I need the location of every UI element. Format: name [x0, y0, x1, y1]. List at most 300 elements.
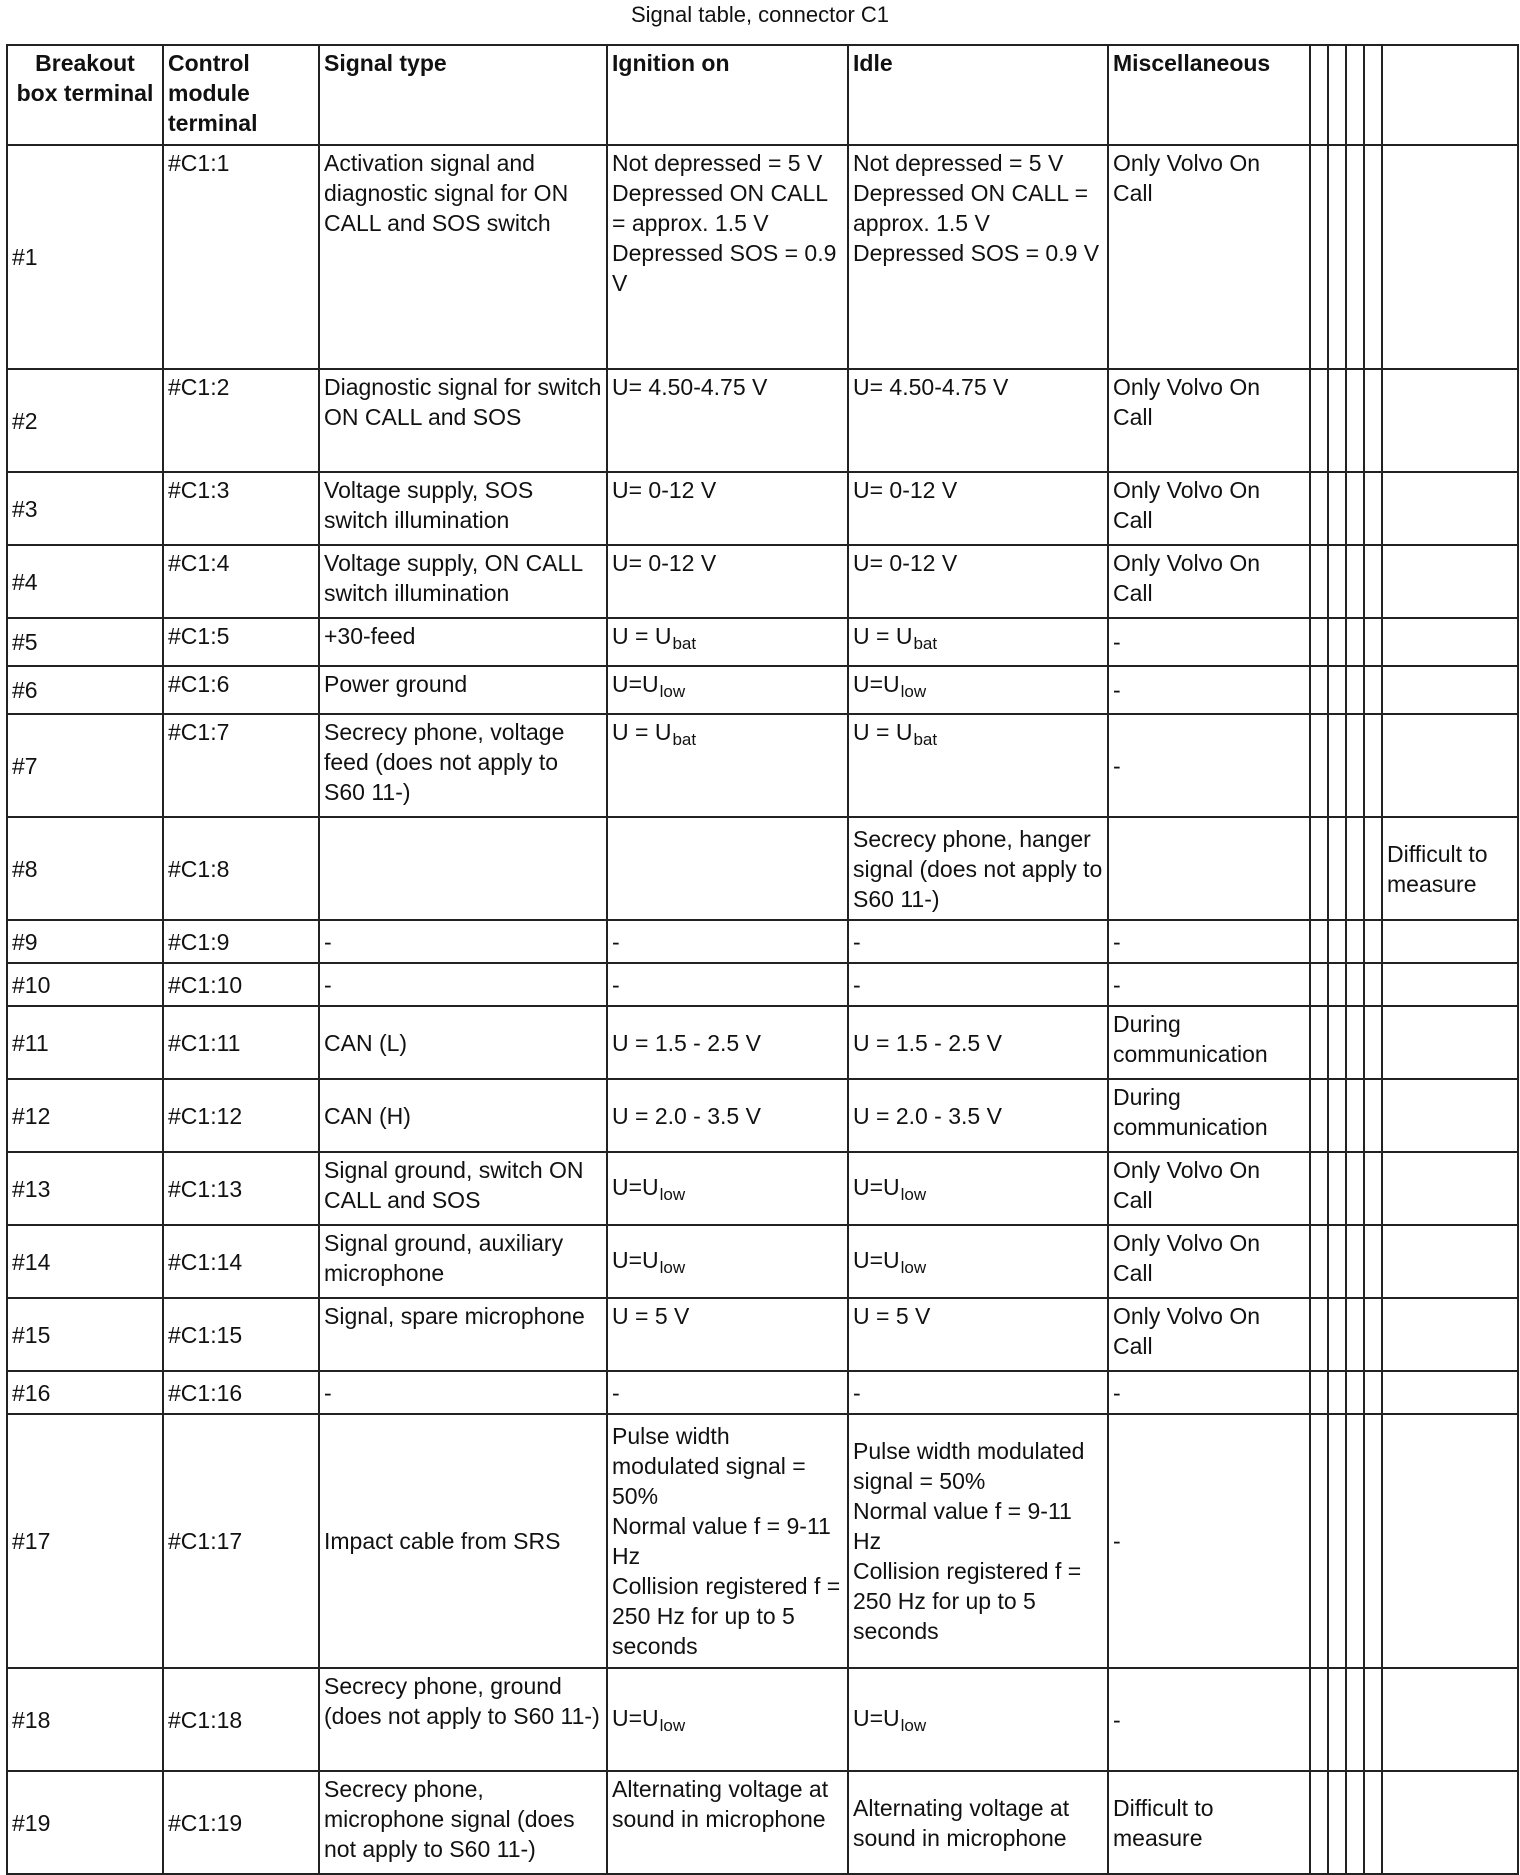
miscellaneous-cell-text: During communication [1113, 1011, 1268, 1067]
control-terminal-cell-text: #C1:9 [168, 928, 230, 955]
blank-cell [1346, 1225, 1364, 1298]
breakout-terminal-cell-text: #10 [12, 971, 51, 998]
extra-note-cell [1382, 920, 1518, 963]
breakout-terminal-cell-text: #17 [12, 1528, 51, 1554]
table-row [7, 545, 1518, 618]
miscellaneous-cell [1108, 1371, 1310, 1414]
ignition-on-cell [607, 618, 848, 666]
blank-cell [1328, 1668, 1346, 1771]
ignition-on-cell [607, 714, 848, 817]
table-body [7, 145, 1518, 1874]
signal-type-cell [319, 369, 607, 472]
miscellaneous-cell-text: - [1113, 629, 1121, 655]
miscellaneous-cell-text: - [1113, 677, 1121, 703]
blank-cell [1310, 817, 1328, 920]
breakout-terminal-cell [7, 963, 163, 1006]
control-terminal-cell-text: #C1:8 [168, 855, 230, 882]
signal-type-cell [319, 1371, 607, 1414]
control-terminal-cell-text: #C1:15 [168, 1321, 243, 1348]
blank-cell [1364, 1668, 1382, 1771]
idle-cell [848, 472, 1108, 545]
idle-cell-text: Secrecy phone, hanger signal (does not apply to S60 11-) [853, 825, 1103, 912]
blank-cell [1328, 963, 1346, 1006]
miscellaneous-cell-text: Only Volvo On Call [1113, 1157, 1261, 1213]
idle-cell [848, 1298, 1108, 1371]
blank-cell [1328, 145, 1346, 369]
signal-type-cell-text: Power ground [324, 671, 468, 697]
control-terminal-cell-text: #C1:3 [168, 477, 230, 503]
breakout-terminal-cell-text: #14 [12, 1248, 51, 1275]
ignition-on-cell [607, 920, 848, 963]
miscellaneous-cell [1108, 1079, 1310, 1152]
blank-cell [1310, 1771, 1328, 1874]
ignition-on-cell-text: U=U [612, 1174, 659, 1200]
control-terminal-cell-text: #C1:5 [168, 623, 230, 649]
blank-cell [1328, 1371, 1346, 1414]
idle-cell-text: Alternating voltage at sound in microphone [853, 1794, 1070, 1851]
ignition-on-cell [607, 1371, 848, 1414]
breakout-terminal-cell [7, 817, 163, 920]
signal-type-cell-text: Voltage supply, SOS switch illumination [324, 477, 534, 533]
signal-type-cell-text: Diagnostic signal for switch ON CALL and SOS [324, 374, 602, 430]
extra-note-cell [1382, 1079, 1518, 1152]
miscellaneous-cell [1108, 714, 1310, 817]
control-terminal-cell [163, 369, 319, 472]
table-row [7, 1152, 1518, 1225]
breakout-terminal-cell [7, 1668, 163, 1771]
breakout-terminal-cell-text: #2 [12, 407, 38, 434]
idle-cell-text: U = 1.5 - 2.5 V [853, 1029, 1002, 1056]
signal-type-cell [319, 145, 607, 369]
signal-type-cell-text: Signal ground, auxiliary microphone [324, 1230, 564, 1286]
miscellaneous-cell [1108, 666, 1310, 714]
miscellaneous-cell [1108, 1771, 1310, 1874]
extra-note-cell [1382, 1225, 1518, 1298]
extra-note-cell [1382, 145, 1518, 369]
extra-note-cell [1382, 1668, 1518, 1771]
blank-cell [1310, 369, 1328, 472]
idle-cell [848, 369, 1108, 472]
signal-type-cell [319, 472, 607, 545]
breakout-terminal-cell [7, 618, 163, 666]
signal-type-cell-text: CAN (L) [324, 1029, 408, 1056]
blank-cell [1310, 1298, 1328, 1371]
blank-cell [1346, 1414, 1364, 1668]
breakout-terminal-cell-text: #9 [12, 928, 38, 955]
idle-cell [848, 714, 1108, 817]
miscellaneous-cell [1108, 1152, 1310, 1225]
breakout-terminal-cell-text: #19 [12, 1809, 51, 1836]
control-terminal-cell [163, 1371, 319, 1414]
blank-cell [1310, 714, 1328, 817]
blank-cell [1328, 1414, 1346, 1668]
miscellaneous-cell [1108, 920, 1310, 963]
header-ignition-on: Ignition on [607, 45, 848, 145]
idle-cell [848, 1006, 1108, 1079]
miscellaneous-cell [1108, 545, 1310, 618]
table-row [7, 963, 1518, 1006]
blank-cell [1328, 1152, 1346, 1225]
idle-cell-text: Not depressed = 5 V Depressed ON CALL = approx. 1.5 V Depressed SOS = 0.9 V [853, 150, 1100, 266]
signal-type-cell [319, 1079, 607, 1152]
subscript: bat [672, 730, 697, 749]
header-row [7, 45, 1518, 145]
signal-type-cell [319, 963, 607, 1006]
ignition-on-cell [607, 817, 848, 920]
blank-cell [1364, 369, 1382, 472]
blank-cell [1346, 145, 1364, 369]
breakout-terminal-cell [7, 1225, 163, 1298]
ignition-on-cell [607, 1079, 848, 1152]
miscellaneous-cell-text: - [1113, 1706, 1121, 1733]
control-terminal-cell [163, 1006, 319, 1079]
blank-cell [1346, 1371, 1364, 1414]
control-terminal-cell [163, 1771, 319, 1874]
blank-cell [1328, 472, 1346, 545]
table-row [7, 618, 1518, 666]
ignition-on-cell [607, 1414, 848, 1668]
blank-cell [1346, 1079, 1364, 1152]
subscript: low [900, 1185, 927, 1204]
idle-cell [848, 1414, 1108, 1668]
blank-cell [1364, 963, 1382, 1006]
header-breakout-terminal: Breakout box terminal [7, 45, 163, 145]
blank-cell [1328, 369, 1346, 472]
idle-cell [848, 963, 1108, 1006]
idle-cell-text: - [853, 1379, 861, 1406]
breakout-terminal-cell-text: #18 [12, 1706, 51, 1733]
blank-cell [1364, 1079, 1382, 1152]
miscellaneous-cell-text: - [1113, 928, 1121, 955]
miscellaneous-cell [1108, 145, 1310, 369]
ignition-on-cell-text: Alternating voltage at sound in microphone [612, 1776, 829, 1832]
blank-cell [1346, 666, 1364, 714]
blank-cell [1346, 714, 1364, 817]
idle-cell [848, 145, 1108, 369]
control-terminal-cell-text: #C1:12 [168, 1102, 243, 1129]
miscellaneous-cell [1108, 1006, 1310, 1079]
subscript: low [659, 682, 686, 701]
signal-type-cell [319, 666, 607, 714]
ignition-on-cell-text: U=U [612, 1705, 659, 1731]
extra-note-cell [1382, 472, 1518, 545]
ignition-on-cell-text: U = U [612, 719, 672, 745]
control-terminal-cell-text: #C1:17 [168, 1528, 243, 1554]
extra-note-cell [1382, 1006, 1518, 1079]
miscellaneous-cell-text: - [1113, 971, 1121, 998]
blank-cell [1364, 545, 1382, 618]
subscript: bat [913, 634, 938, 653]
ignition-on-cell [607, 1225, 848, 1298]
ignition-on-cell-text: U = 1.5 - 2.5 V [612, 1029, 761, 1056]
control-terminal-cell-text: #C1:19 [168, 1809, 243, 1836]
table-row [7, 1298, 1518, 1371]
blank-cell [1328, 920, 1346, 963]
breakout-terminal-cell-text: #1 [12, 244, 38, 270]
breakout-terminal-cell-text: #13 [12, 1175, 51, 1202]
miscellaneous-cell-text: - [1113, 1528, 1121, 1554]
blank-cell [1364, 1225, 1382, 1298]
signal-table [6, 44, 1519, 1875]
blank-cell [1364, 472, 1382, 545]
blank-cell [1364, 1298, 1382, 1371]
header-blank [1310, 45, 1328, 145]
subscript: low [659, 1258, 686, 1277]
signal-type-cell-text: Signal, spare microphone [324, 1303, 585, 1329]
miscellaneous-cell-text: - [1113, 752, 1121, 779]
signal-type-cell-text: Impact cable from SRS [324, 1528, 561, 1554]
ignition-on-cell-text: U=U [612, 1247, 659, 1273]
miscellaneous-cell [1108, 369, 1310, 472]
blank-cell [1310, 666, 1328, 714]
extra-note-cell [1382, 1771, 1518, 1874]
miscellaneous-cell-text: Only Volvo On Call [1113, 1303, 1261, 1359]
subscript: bat [913, 730, 938, 749]
blank-cell [1346, 1006, 1364, 1079]
ignition-on-cell-text: - [612, 1379, 620, 1406]
breakout-terminal-cell [7, 145, 163, 369]
ignition-on-cell-text: U = 5 V [612, 1303, 690, 1329]
control-terminal-cell-text: #C1:18 [168, 1706, 243, 1733]
blank-cell [1346, 1668, 1364, 1771]
idle-cell [848, 1152, 1108, 1225]
ignition-on-cell [607, 666, 848, 714]
table-row [7, 920, 1518, 963]
idle-cell [848, 1771, 1108, 1874]
control-terminal-cell [163, 920, 319, 963]
blank-cell [1310, 1152, 1328, 1225]
ignition-on-cell-text: U=U [612, 671, 659, 697]
ignition-on-cell [607, 1298, 848, 1371]
idle-cell-text: U = U [853, 719, 913, 745]
breakout-terminal-cell-text: #7 [12, 752, 38, 779]
blank-cell [1364, 1371, 1382, 1414]
breakout-terminal-cell [7, 666, 163, 714]
idle-cell-text: - [853, 971, 861, 998]
control-terminal-cell [163, 1152, 319, 1225]
signal-type-cell [319, 545, 607, 618]
idle-cell-text: Pulse width modulated signal = 50% Normal value f = 9-11 Hz Collision registered f = 250 Hz for up to 5 seconds [853, 1438, 1085, 1644]
blank-cell [1328, 1298, 1346, 1371]
control-terminal-cell [163, 1668, 319, 1771]
control-terminal-cell [163, 963, 319, 1006]
signal-type-cell [319, 920, 607, 963]
control-terminal-cell [163, 714, 319, 817]
breakout-terminal-cell-text: #4 [12, 568, 38, 595]
blank-cell [1328, 1006, 1346, 1079]
breakout-terminal-cell-text: #8 [12, 855, 38, 882]
subscript: bat [672, 634, 697, 653]
blank-cell [1346, 545, 1364, 618]
idle-cell-text: U=U [853, 1174, 900, 1200]
ignition-on-cell-text: U = 2.0 - 3.5 V [612, 1102, 761, 1129]
breakout-terminal-cell [7, 472, 163, 545]
ignition-on-cell-text: Not depressed = 5 V Depressed ON CALL = approx. 1.5 V Depressed SOS = 0.9 V [612, 150, 837, 296]
ignition-on-cell-text: U= 4.50-4.75 V [612, 374, 768, 400]
signal-type-cell-text: +30-feed [324, 623, 416, 649]
signal-type-cell [319, 714, 607, 817]
blank-cell [1364, 666, 1382, 714]
idle-cell [848, 1668, 1108, 1771]
header-blank [1382, 45, 1518, 145]
table-row [7, 1668, 1518, 1771]
table-row [7, 1079, 1518, 1152]
miscellaneous-cell-text: - [1113, 1379, 1121, 1406]
idle-cell-text: U= 0-12 V [853, 477, 958, 503]
control-terminal-cell [163, 1225, 319, 1298]
blank-cell [1328, 817, 1346, 920]
ignition-on-cell-text: U = U [612, 623, 672, 649]
idle-cell-text: U = 2.0 - 3.5 V [853, 1102, 1002, 1129]
breakout-terminal-cell [7, 1371, 163, 1414]
control-terminal-cell-text: #C1:11 [168, 1029, 241, 1056]
breakout-terminal-cell [7, 369, 163, 472]
breakout-terminal-cell [7, 1079, 163, 1152]
signal-type-cell-text: Activation signal and diagnostic signal for ON CALL and SOS switch [324, 150, 569, 236]
blank-cell [1346, 369, 1364, 472]
control-terminal-cell [163, 618, 319, 666]
control-terminal-cell [163, 1079, 319, 1152]
ignition-on-cell-text: U= 0-12 V [612, 477, 717, 503]
miscellaneous-cell-text: During communication [1113, 1084, 1268, 1140]
blank-cell [1310, 145, 1328, 369]
blank-cell [1364, 817, 1382, 920]
blank-cell [1346, 817, 1364, 920]
control-terminal-cell [163, 545, 319, 618]
signal-type-cell-text: - [324, 971, 332, 998]
miscellaneous-cell [1108, 963, 1310, 1006]
miscellaneous-cell [1108, 1414, 1310, 1668]
blank-cell [1328, 1225, 1346, 1298]
idle-cell-text: U=U [853, 1705, 900, 1731]
blank-cell [1328, 618, 1346, 666]
ignition-on-cell [607, 1152, 848, 1225]
signal-type-cell [319, 1225, 607, 1298]
idle-cell-text: U = 5 V [853, 1303, 931, 1329]
table-row [7, 817, 1518, 920]
ignition-on-cell [607, 472, 848, 545]
blank-cell [1364, 714, 1382, 817]
miscellaneous-cell [1108, 618, 1310, 666]
breakout-terminal-cell-text: #16 [12, 1379, 51, 1406]
signal-type-cell-text: - [324, 928, 332, 955]
ignition-on-cell [607, 145, 848, 369]
idle-cell [848, 1371, 1108, 1414]
blank-cell [1364, 1152, 1382, 1225]
header-blank [1346, 45, 1364, 145]
miscellaneous-cell-text: Only Volvo On Call [1113, 1230, 1261, 1286]
blank-cell [1328, 1771, 1346, 1874]
idle-cell [848, 1225, 1108, 1298]
blank-cell [1346, 618, 1364, 666]
control-terminal-cell [163, 472, 319, 545]
blank-cell [1328, 714, 1346, 817]
control-terminal-cell-text: #C1:1 [168, 150, 230, 176]
idle-cell-text: U=U [853, 671, 900, 697]
breakout-terminal-cell-text: #3 [12, 495, 38, 522]
extra-note-cell-text: Difficult to measure [1387, 840, 1488, 897]
control-terminal-cell-text: #C1:13 [168, 1175, 243, 1202]
control-terminal-cell-text: #C1:14 [168, 1248, 243, 1275]
blank-cell [1346, 963, 1364, 1006]
idle-cell [848, 920, 1108, 963]
breakout-terminal-cell [7, 714, 163, 817]
signal-type-cell [319, 1298, 607, 1371]
blank-cell [1310, 1079, 1328, 1152]
idle-cell [848, 618, 1108, 666]
ignition-on-cell [607, 545, 848, 618]
blank-cell [1328, 1079, 1346, 1152]
idle-cell-text: U = U [853, 623, 913, 649]
header-control-terminal: Control module terminal [163, 45, 319, 145]
signal-type-cell [319, 1414, 607, 1668]
table-row [7, 145, 1518, 369]
ignition-on-cell [607, 963, 848, 1006]
signal-type-cell [319, 618, 607, 666]
miscellaneous-cell [1108, 1668, 1310, 1771]
signal-type-cell-text: Voltage supply, ON CALL switch illumination [324, 550, 583, 606]
blank-cell [1364, 920, 1382, 963]
extra-note-cell [1382, 666, 1518, 714]
control-terminal-cell-text: #C1:6 [168, 671, 230, 697]
signal-type-cell-text: Secrecy phone, microphone signal (does not apply to S60 11-) [324, 1776, 575, 1862]
breakout-terminal-cell-text: #11 [12, 1029, 49, 1056]
control-terminal-cell-text: #C1:7 [168, 719, 230, 745]
table-row [7, 1414, 1518, 1668]
blank-cell [1328, 545, 1346, 618]
ignition-on-cell [607, 1668, 848, 1771]
idle-cell-text: U=U [853, 1247, 900, 1273]
signal-type-cell [319, 817, 607, 920]
control-terminal-cell [163, 817, 319, 920]
ignition-on-cell-text: - [612, 928, 620, 955]
control-terminal-cell-text: #C1:10 [168, 971, 243, 998]
control-terminal-cell [163, 1414, 319, 1668]
header-miscellaneous: Miscellaneous [1108, 45, 1310, 145]
ignition-on-cell [607, 1771, 848, 1874]
breakout-terminal-cell-text: #12 [12, 1102, 51, 1129]
blank-cell [1346, 1298, 1364, 1371]
blank-cell [1310, 963, 1328, 1006]
breakout-terminal-cell-text: #15 [12, 1321, 51, 1348]
blank-cell [1310, 618, 1328, 666]
extra-note-cell [1382, 817, 1518, 920]
extra-note-cell [1382, 618, 1518, 666]
blank-cell [1346, 1152, 1364, 1225]
table-row [7, 1225, 1518, 1298]
breakout-terminal-cell-text: #5 [12, 629, 38, 655]
blank-cell [1364, 1006, 1382, 1079]
subscript: low [900, 682, 927, 701]
idle-cell [848, 1079, 1108, 1152]
breakout-terminal-cell [7, 545, 163, 618]
extra-note-cell [1382, 1414, 1518, 1668]
ignition-on-cell-text: U= 0-12 V [612, 550, 717, 576]
table-row [7, 1006, 1518, 1079]
signal-type-cell [319, 1152, 607, 1225]
ignition-on-cell [607, 1006, 848, 1079]
subscript: low [659, 1185, 686, 1204]
header-blank [1328, 45, 1346, 145]
breakout-terminal-cell [7, 920, 163, 963]
breakout-terminal-cell [7, 1771, 163, 1874]
signal-type-cell-text: Secrecy phone, ground (does not apply to S60 11-) [324, 1673, 600, 1729]
breakout-terminal-cell [7, 1298, 163, 1371]
ignition-on-cell-text: - [612, 971, 620, 998]
table-row [7, 472, 1518, 545]
blank-cell [1328, 666, 1346, 714]
breakout-terminal-cell [7, 1006, 163, 1079]
